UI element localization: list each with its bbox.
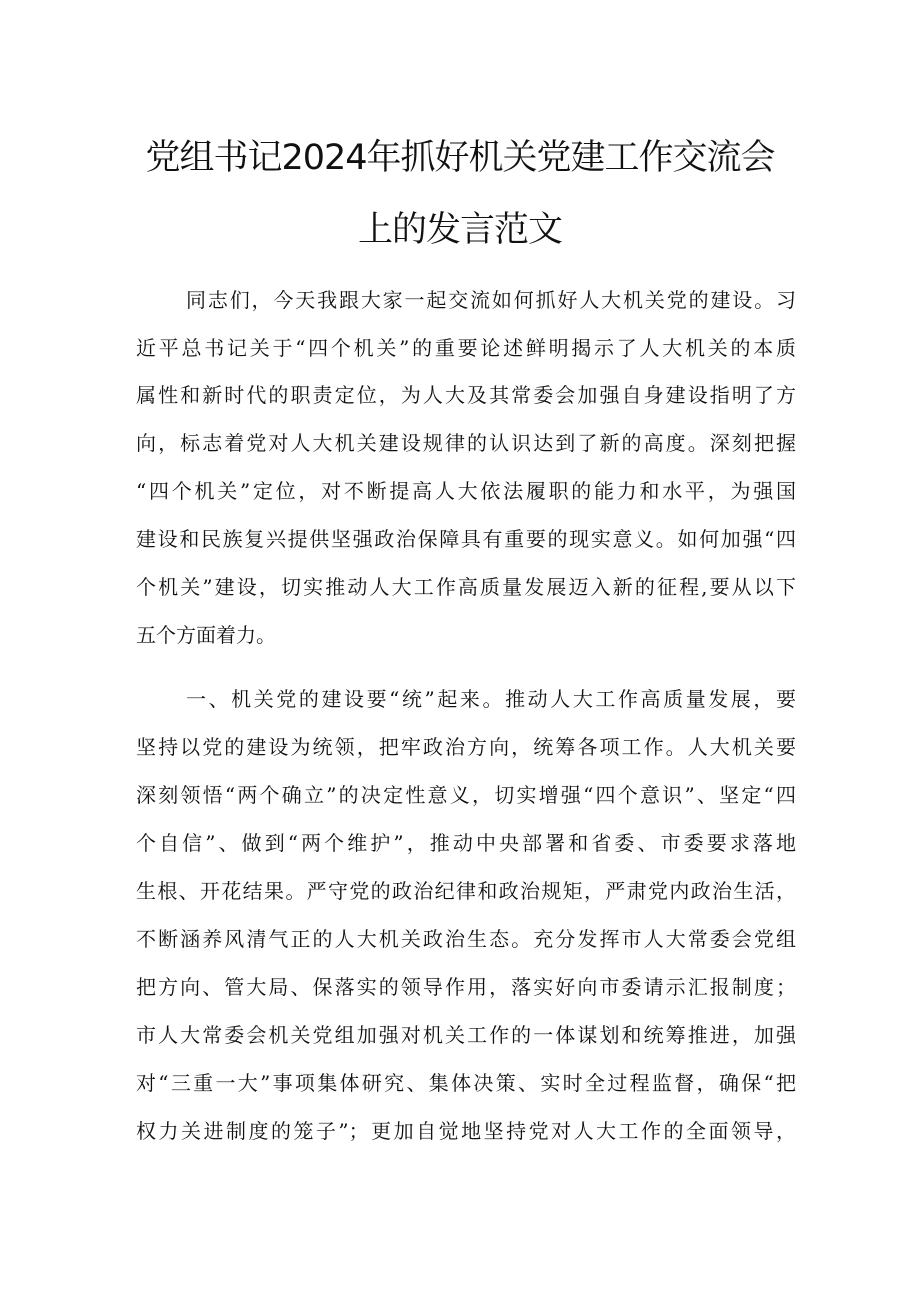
paragraph-line: 个自信”、做到“两个维护”，推动中央部署和省委、市委要求落地 [136,831,796,855]
paragraph-line: 对“三重一大”事项集体研究、集体决策、实时全过程监督，确保“把 [136,1071,796,1095]
paragraph-line: 建设和民族复兴提供坚强政治保障具有重要的现实意义。如何加强“四 [136,527,796,551]
paragraph-line: 向，标志着党对人大机关建设规律的认识达到了新的高度。深刻把握 [136,431,796,455]
paragraph-line: 权力关进制度的笼子”；更加自觉地坚持党对人大工作的全面领导， [136,1119,796,1143]
paragraph-line: 个机关”建设，切实推动人大工作高质量发展迈入新的征程,要从以下 [136,575,796,599]
paragraph-line: 不断涵养风清气正的人大机关政治生态。充分发挥市人大常委会党组 [136,927,796,951]
paragraph-line: 属性和新时代的职责定位，为人大及其常委会加强自身建设指明了方 [136,383,796,407]
paragraph-line: 一、机关党的建设要“统”起来。推动人大工作高质量发展，要 [186,687,796,711]
paragraph-line: 市人大常委会机关党组加强对机关工作的一体谋划和统筹推进，加强 [136,1023,796,1047]
document-title-line-1: 党组书记2024年抓好机关党建工作交流会 [145,138,775,178]
paragraph-line: 近平总书记关于“四个机关”的重要论述鲜明揭示了人大机关的本质 [136,336,796,360]
document-title-line-2: 上的发言范文 [357,210,562,250]
paragraph-line: 坚持以党的建设为统领，把牢政治方向，统筹各项工作。人大机关要 [136,735,796,759]
paragraph-line: 同志们，今天我跟大家一起交流如何抓好人大机关党的建设。习 [186,288,796,312]
paragraph-line: “四个机关”定位，对不断提高人大依法履职的能力和水平，为强国 [136,479,796,503]
paragraph-line: 深刻领悟“两个确立”的决定性意义，切实增强“四个意识”、坚定“四 [136,783,796,807]
paragraph-line: 把方向、管大局、保落实的领导作用，落实好向市委请示汇报制度； [136,975,796,999]
paragraph-line: 五个方面着力。 [136,623,276,647]
paragraph-line: 生根、开花结果。严守党的政治纪律和政治规矩，严肃党内政治生活， [136,879,796,903]
